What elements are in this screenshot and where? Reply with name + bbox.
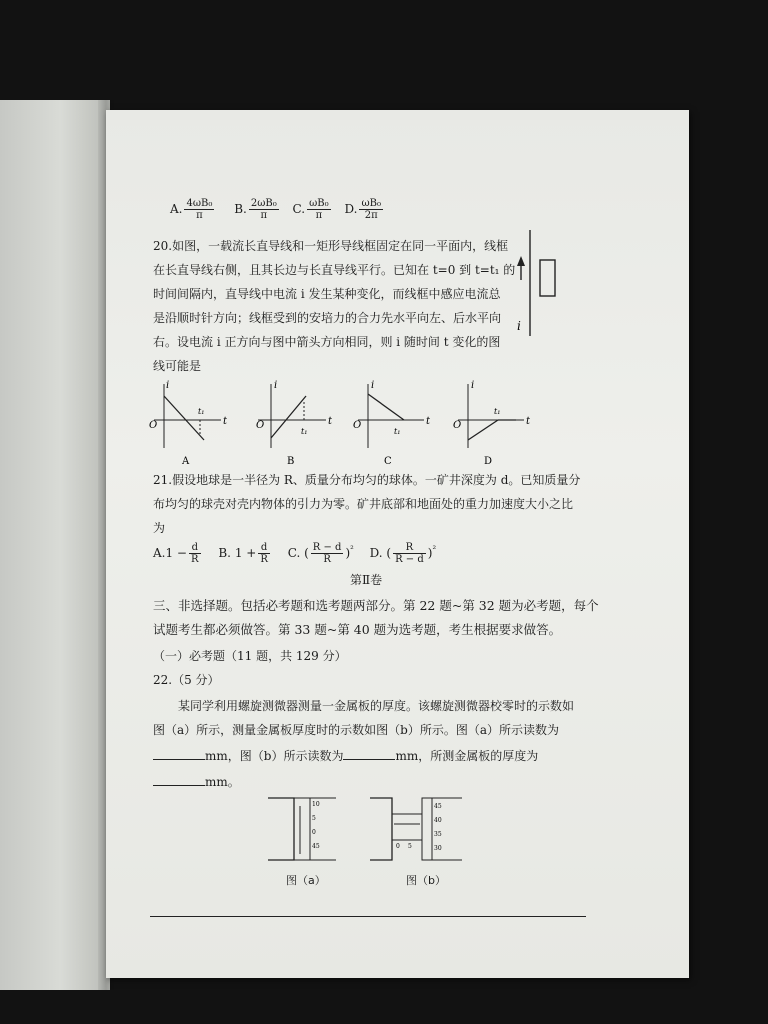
svg-text:5: 5	[408, 843, 412, 850]
graph-c-label: C	[384, 456, 392, 467]
graph-a	[149, 380, 228, 467]
graph-b	[256, 380, 333, 467]
part3-line1: 三、非选择题。包括必考题和选考题两部分。第 22 题~第 32 题为必考题，每个	[153, 598, 599, 613]
answer-blank-b	[343, 749, 395, 760]
q20-line: 右。设电流 i 正方向与图中箭头方向相同，则 i 随时间 t 变化的图	[153, 335, 501, 349]
q21-line: 为	[153, 521, 166, 535]
q22-heading: 22.（5 分）	[153, 673, 220, 687]
graph-d-label: D	[484, 456, 493, 467]
part3-line2: 试题考生都必须做答。第 33 题~第 40 题为选考题，考生根据要求做答。	[153, 622, 562, 637]
q22-line1: 某同学利用螺旋测微器测量一金属板的厚度。该螺旋测微器校零时的示数如	[178, 699, 575, 713]
q20-line: 时间间隔内，直导线中电流 i 发生某种变化，而线框中感应电流总	[153, 287, 501, 301]
answer-blank-a	[153, 749, 205, 760]
svg-text:t₁: t₁	[394, 427, 401, 436]
bottom-rule	[150, 916, 586, 917]
q20-line: 20.如图，一载流长直导线和一矩形导线框固定在同一平面内，线框	[153, 239, 509, 253]
q20-graphs	[146, 378, 536, 468]
q22-line2: 图（a）所示，测量金属板厚度时的示数如图（b）所示。图（a）所示读数为	[153, 723, 559, 737]
svg-text:5: 5	[312, 815, 316, 822]
svg-text:35: 35	[434, 831, 442, 838]
graph-c	[353, 380, 431, 467]
svg-text:O: O	[453, 420, 462, 431]
svg-text:t₁: t₁	[494, 407, 501, 416]
q21-options: A.1 − $\frac{d}{R}$ B. 1 + $\frac{d}{R}$ C. ( $\frac{R - d}{R}$ )$^{^2}$ D. ( $\frac{R}{R - d}$ )$^{^2}$	[153, 542, 437, 565]
wire-loop-figure	[514, 228, 564, 340]
svg-text:i: i	[274, 380, 278, 391]
q20-line: 在长直导线右侧，且其长边与长直导线平行。已知在 t=0 到 t=t₁ 的	[153, 263, 516, 277]
q21-line: 21.假设地球是一半径为 R、质量分布均匀的球体。一矿井深度为 d。已知质量分	[153, 473, 581, 487]
graph-b-label: B	[287, 456, 295, 467]
svg-text:t: t	[223, 416, 228, 427]
svg-text:i: i	[471, 380, 475, 391]
micrometer-b	[370, 798, 462, 860]
fig-a-caption: 图（a）	[286, 874, 326, 887]
graph-a-label: A	[182, 456, 190, 467]
svg-text:i: i	[166, 380, 170, 391]
required-heading: （一）必考题（11 题，共 129 分）	[153, 649, 347, 663]
svg-text:t: t	[526, 416, 531, 427]
svg-text:O: O	[256, 420, 265, 431]
svg-text:t₁: t₁	[198, 407, 205, 416]
q22-line4: mm。	[153, 774, 240, 790]
current-label: i	[517, 319, 521, 333]
q21-line: 布均匀的球壳对壳内物体的引力为零。矿井底部和地面处的重力加速度大小之比	[153, 497, 574, 511]
exam-page	[106, 110, 689, 978]
svg-text:0: 0	[396, 843, 400, 850]
svg-text:O: O	[353, 420, 362, 431]
micrometer-a	[268, 798, 336, 860]
q20-line: 线可能是	[153, 359, 202, 373]
q19-options: A. $\frac{\text{4ωB₀}}{\pi}$ B. $\frac{\text{2ωB₀}}{\pi}$ C. $\frac{\text{ωB₀}}{\pi}$ D. $\frac{\text{ωB₀}}{2\pi}$	[170, 198, 381, 221]
svg-text:0: 0	[312, 829, 316, 836]
svg-text:O: O	[149, 420, 158, 431]
svg-text:10: 10	[312, 801, 320, 808]
svg-text:t₁: t₁	[301, 427, 308, 436]
svg-text:t: t	[328, 416, 333, 427]
fig-b-caption: 图（b）	[406, 874, 446, 887]
svg-text:40: 40	[434, 817, 442, 824]
q22-line3: mm，图（b）所示读数为 mm，所测金属板的厚度为	[153, 748, 538, 764]
answer-blank-thickness	[153, 775, 205, 786]
svg-text:t: t	[426, 416, 431, 427]
left-page	[0, 100, 110, 990]
svg-text:i: i	[371, 380, 375, 391]
svg-text:30: 30	[434, 845, 442, 852]
svg-text:45: 45	[312, 843, 320, 850]
graph-d	[453, 380, 531, 467]
micrometer-figures	[266, 790, 476, 870]
svg-text:45: 45	[434, 803, 442, 810]
q20-line: 是沿顺时针方向；线框受到的安培力的合力先水平向左、后水平向	[153, 311, 502, 325]
section-title: 第Ⅱ卷	[350, 573, 383, 587]
